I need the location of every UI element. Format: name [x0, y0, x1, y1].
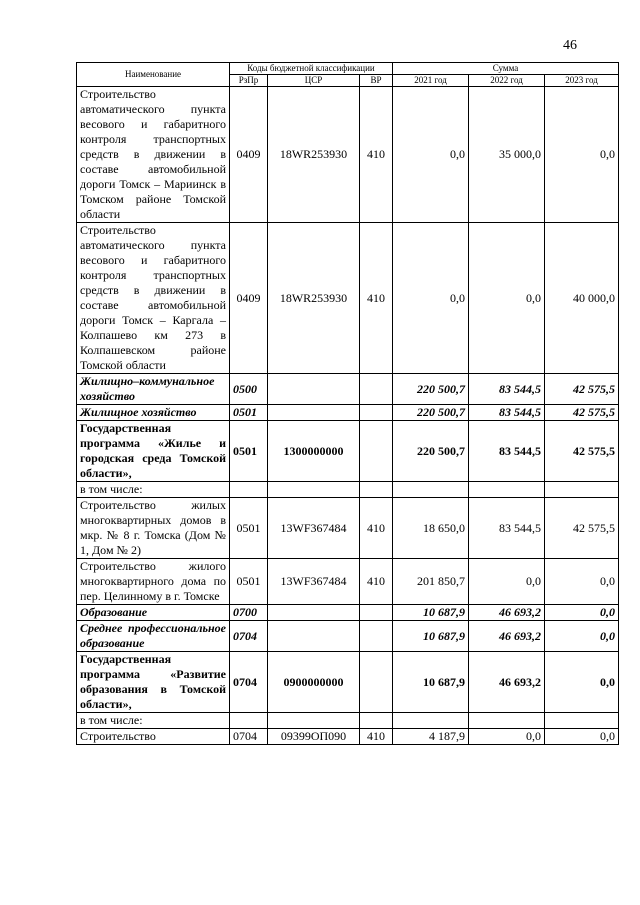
table-row: [77, 729, 619, 745]
row-rzpr: 0704: [230, 621, 268, 652]
table-row: [77, 713, 619, 729]
row-2023: 0,0: [545, 652, 619, 713]
row-vr: [360, 405, 393, 421]
row-2023: 0,0: [545, 729, 619, 745]
row-2023: 0,0: [545, 559, 619, 605]
row-rzpr: 0501: [230, 421, 268, 482]
table-row: [77, 498, 619, 559]
row-2021: 10 687,9: [393, 621, 469, 652]
row-2023: 42 575,5: [545, 421, 619, 482]
row-2022: 83 544,5: [469, 498, 545, 559]
table-row: [77, 405, 619, 421]
row-2021: 220 500,7: [393, 405, 469, 421]
row-2021: 0,0: [393, 87, 469, 223]
row-2023: 42 575,5: [545, 374, 619, 405]
table-row: [77, 87, 619, 223]
row-2022: 0,0: [469, 223, 545, 374]
row-name: Строительство: [77, 729, 230, 745]
row-csr: [268, 605, 360, 621]
row-rzpr: 0501: [230, 498, 268, 559]
header-2021: 2021 год: [393, 75, 469, 87]
row-name: Государственная программа «Жилье и городская среда Томской области»,: [77, 421, 230, 482]
row-csr: 13WF367484: [268, 498, 360, 559]
row-2021: 10 687,9: [393, 652, 469, 713]
table-row: [77, 374, 619, 405]
row-2021: 10 687,9: [393, 605, 469, 621]
table-row: [77, 652, 619, 713]
row-2022: 46 693,2: [469, 652, 545, 713]
row-rzpr: 0501: [230, 405, 268, 421]
table-row: [77, 559, 619, 605]
row-vr: 410: [360, 87, 393, 223]
row-2021: 220 500,7: [393, 421, 469, 482]
table-row: [77, 421, 619, 482]
row-rzpr: 0500: [230, 374, 268, 405]
row-2022: 46 693,2: [469, 621, 545, 652]
row-2022: 35 000,0: [469, 87, 545, 223]
row-vr: [360, 621, 393, 652]
row-2022: 83 544,5: [469, 421, 545, 482]
row-name: Жилищно–коммунальное хозяйство: [77, 374, 230, 405]
row-2021: 0,0: [393, 223, 469, 374]
row-vr: [360, 374, 393, 405]
row-2021: 18 650,0: [393, 498, 469, 559]
row-name: Среднее профессиональное образование: [77, 621, 230, 652]
row-2023: 0,0: [545, 621, 619, 652]
header-vr: ВР: [360, 75, 393, 87]
row-vr: 410: [360, 223, 393, 374]
row-rzpr: 0501: [230, 559, 268, 605]
page-number: 46: [563, 38, 577, 53]
row-2023: 42 575,5: [545, 498, 619, 559]
header-name: Наименование: [77, 63, 230, 87]
row-rzpr: 0409: [230, 87, 268, 223]
header-2022: 2022 год: [469, 75, 545, 87]
table-row: [77, 223, 619, 374]
row-2022: 46 693,2: [469, 605, 545, 621]
row-2023: 40 000,0: [545, 223, 619, 374]
row-2021: 201 850,7: [393, 559, 469, 605]
row-name: Образование: [77, 605, 230, 621]
row-name: Жилищное хозяйство: [77, 405, 230, 421]
row-name: Строительство жилых многоквартирных домов в мкр. № 8 г. Томска (Дом № 1, Дом № 2): [77, 498, 230, 559]
header-rzpr: РзПр: [230, 75, 268, 87]
row-rzpr: 0704: [230, 729, 268, 745]
row-csr: [268, 374, 360, 405]
row-csr: [268, 621, 360, 652]
row-vr: 410: [360, 559, 393, 605]
row-vr: [360, 421, 393, 482]
row-2021: 4 187,9: [393, 729, 469, 745]
table-row: [77, 621, 619, 652]
row-vr: [360, 652, 393, 713]
table-row: [77, 482, 619, 498]
row-csr: 18WR253930: [268, 87, 360, 223]
row-name: в том числе:: [77, 713, 230, 729]
row-2023: 0,0: [545, 605, 619, 621]
row-2022: 83 544,5: [469, 374, 545, 405]
row-name: Строительство автоматического пункта весового и габаритного контроля транспортных средств в движении в составе автомобильной дороги Томск – Мариинск в Томском районе Томской области: [77, 87, 230, 223]
row-csr: 1300000000: [268, 421, 360, 482]
header-sum-group: Сумма: [393, 63, 619, 75]
row-name: в том числе:: [77, 482, 230, 498]
row-vr: 410: [360, 729, 393, 745]
header-codes-group: Коды бюджетной классификации: [230, 63, 393, 75]
row-2023: 42 575,5: [545, 405, 619, 421]
header-csr: ЦСР: [268, 75, 360, 87]
row-csr: 18WR253930: [268, 223, 360, 374]
row-csr: 09399ОП090: [268, 729, 360, 745]
row-2022: 0,0: [469, 729, 545, 745]
row-vr: 410: [360, 498, 393, 559]
row-2022: 83 544,5: [469, 405, 545, 421]
row-rzpr: 0409: [230, 223, 268, 374]
row-csr: [268, 405, 360, 421]
header-2023: 2023 год: [545, 75, 619, 87]
row-rzpr: 0700: [230, 605, 268, 621]
row-rzpr: 0704: [230, 652, 268, 713]
row-2023: 0,0: [545, 87, 619, 223]
row-name: Государственная программа «Развитие образования в Томской области»,: [77, 652, 230, 713]
budget-table: [76, 62, 619, 745]
header-row-1: [77, 63, 619, 75]
row-2022: 0,0: [469, 559, 545, 605]
row-name: Строительство автоматического пункта весового и габаритного контроля транспортных средств в движении в составе автомобильной дороги Томск – Каргала – Колпашево км 273 в Колпашевском районе Томской области: [77, 223, 230, 374]
row-csr: 13WF367484: [268, 559, 360, 605]
row-csr: 0900000000: [268, 652, 360, 713]
table-row: [77, 605, 619, 621]
row-vr: [360, 605, 393, 621]
row-2021: 220 500,7: [393, 374, 469, 405]
row-name: Строительство жилого многоквартирного дома по пер. Целинному в г. Томске: [77, 559, 230, 605]
